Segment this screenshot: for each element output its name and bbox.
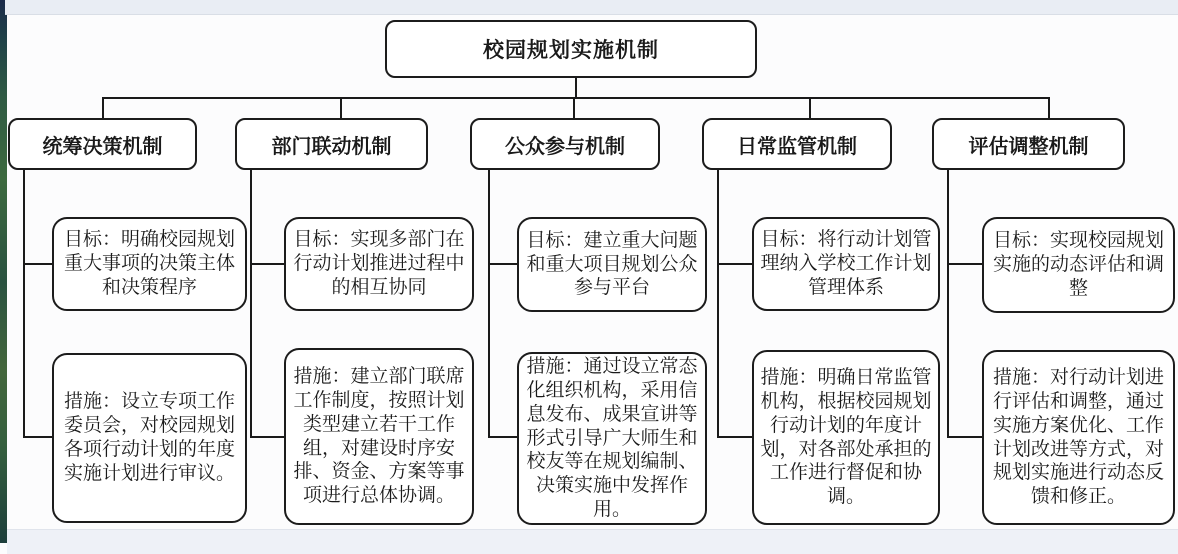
branch-node-1-title: 统筹决策机制 (8, 118, 197, 170)
connector-trunk-horizontal (102, 97, 1050, 99)
desktop-wallpaper-edge (0, 0, 7, 543)
connector-branch-drop-4 (809, 97, 811, 119)
goal-node-4: 目标：将行动计划管理纳入学校工作计划管理体系 (752, 217, 940, 311)
connector-col1-vertical (23, 169, 25, 438)
connector-col1-goal-stub (23, 263, 52, 265)
connector-col4-goal-stub (717, 263, 752, 265)
connector-col1-measure-stub (23, 436, 52, 438)
connector-col4-vertical (717, 169, 719, 438)
measure-node-5: 措施：对行动计划进行评估和调整，通过实施方案优化、工作计划改进等方式，对规划实施进行动态反馈和修正。 (982, 350, 1175, 525)
measure-node-2: 措施：建立部门联席工作制度，按照计划类型建立若干工作组，对建设时序安排、资金、方案等事项进行总体协调。 (284, 348, 474, 525)
connector-col5-goal-stub (947, 263, 982, 265)
connector-branch-drop-5 (1048, 97, 1050, 119)
connector-col4-measure-stub (717, 436, 752, 438)
measure-node-1: 措施：设立专项工作委员会，对校园规划各项行动计划的年度实施计划进行审议。 (52, 353, 247, 523)
connector-col3-measure-stub (488, 436, 517, 438)
window-top-strip (5, 0, 1178, 15)
measure-node-3: 措施：通过设立常态化组织机构，采用信息发布、成果宣讲等形式引导广大师生和校友等在规划编制、决策实施中发挥作用。 (517, 352, 707, 525)
connector-col3-goal-stub (488, 263, 517, 265)
connector-col2-goal-stub (250, 263, 284, 265)
goal-node-5: 目标：实现校园规划实施的动态评估和调整 (982, 217, 1175, 313)
root-node-title: 校园规划实施机制 (385, 20, 757, 78)
goal-node-2: 目标：实现多部门在行动计划推进过程中的相互协同 (284, 217, 474, 311)
connector-col2-measure-stub (250, 436, 284, 438)
branch-node-4-title: 日常监管机制 (702, 118, 892, 170)
connector-col2-vertical (250, 169, 252, 438)
branch-node-5-title: 评估调整机制 (932, 118, 1125, 170)
page-bottom-margin (7, 529, 1178, 554)
measure-node-4: 措施：明确日常监管机构，根据校园规划行动计划的年度计划，对各部处承担的工作进行督促和协调。 (752, 350, 940, 525)
connector-branch-drop-1 (102, 97, 104, 119)
goal-node-3: 目标：建立重大问题和重大项目规划公众参与平台 (517, 217, 707, 312)
connector-col3-vertical (488, 169, 490, 438)
connector-branch-drop-2 (340, 97, 342, 119)
branch-node-2-title: 部门联动机制 (235, 118, 428, 170)
goal-node-1: 目标：明确校园规划重大事项的决策主体和决策程序 (52, 217, 247, 311)
branch-node-3-title: 公众参与机制 (470, 118, 660, 170)
connector-root-drop (575, 78, 577, 98)
connector-branch-drop-3 (573, 97, 575, 119)
connector-col5-measure-stub (947, 436, 982, 438)
connector-col5-vertical (947, 169, 949, 438)
